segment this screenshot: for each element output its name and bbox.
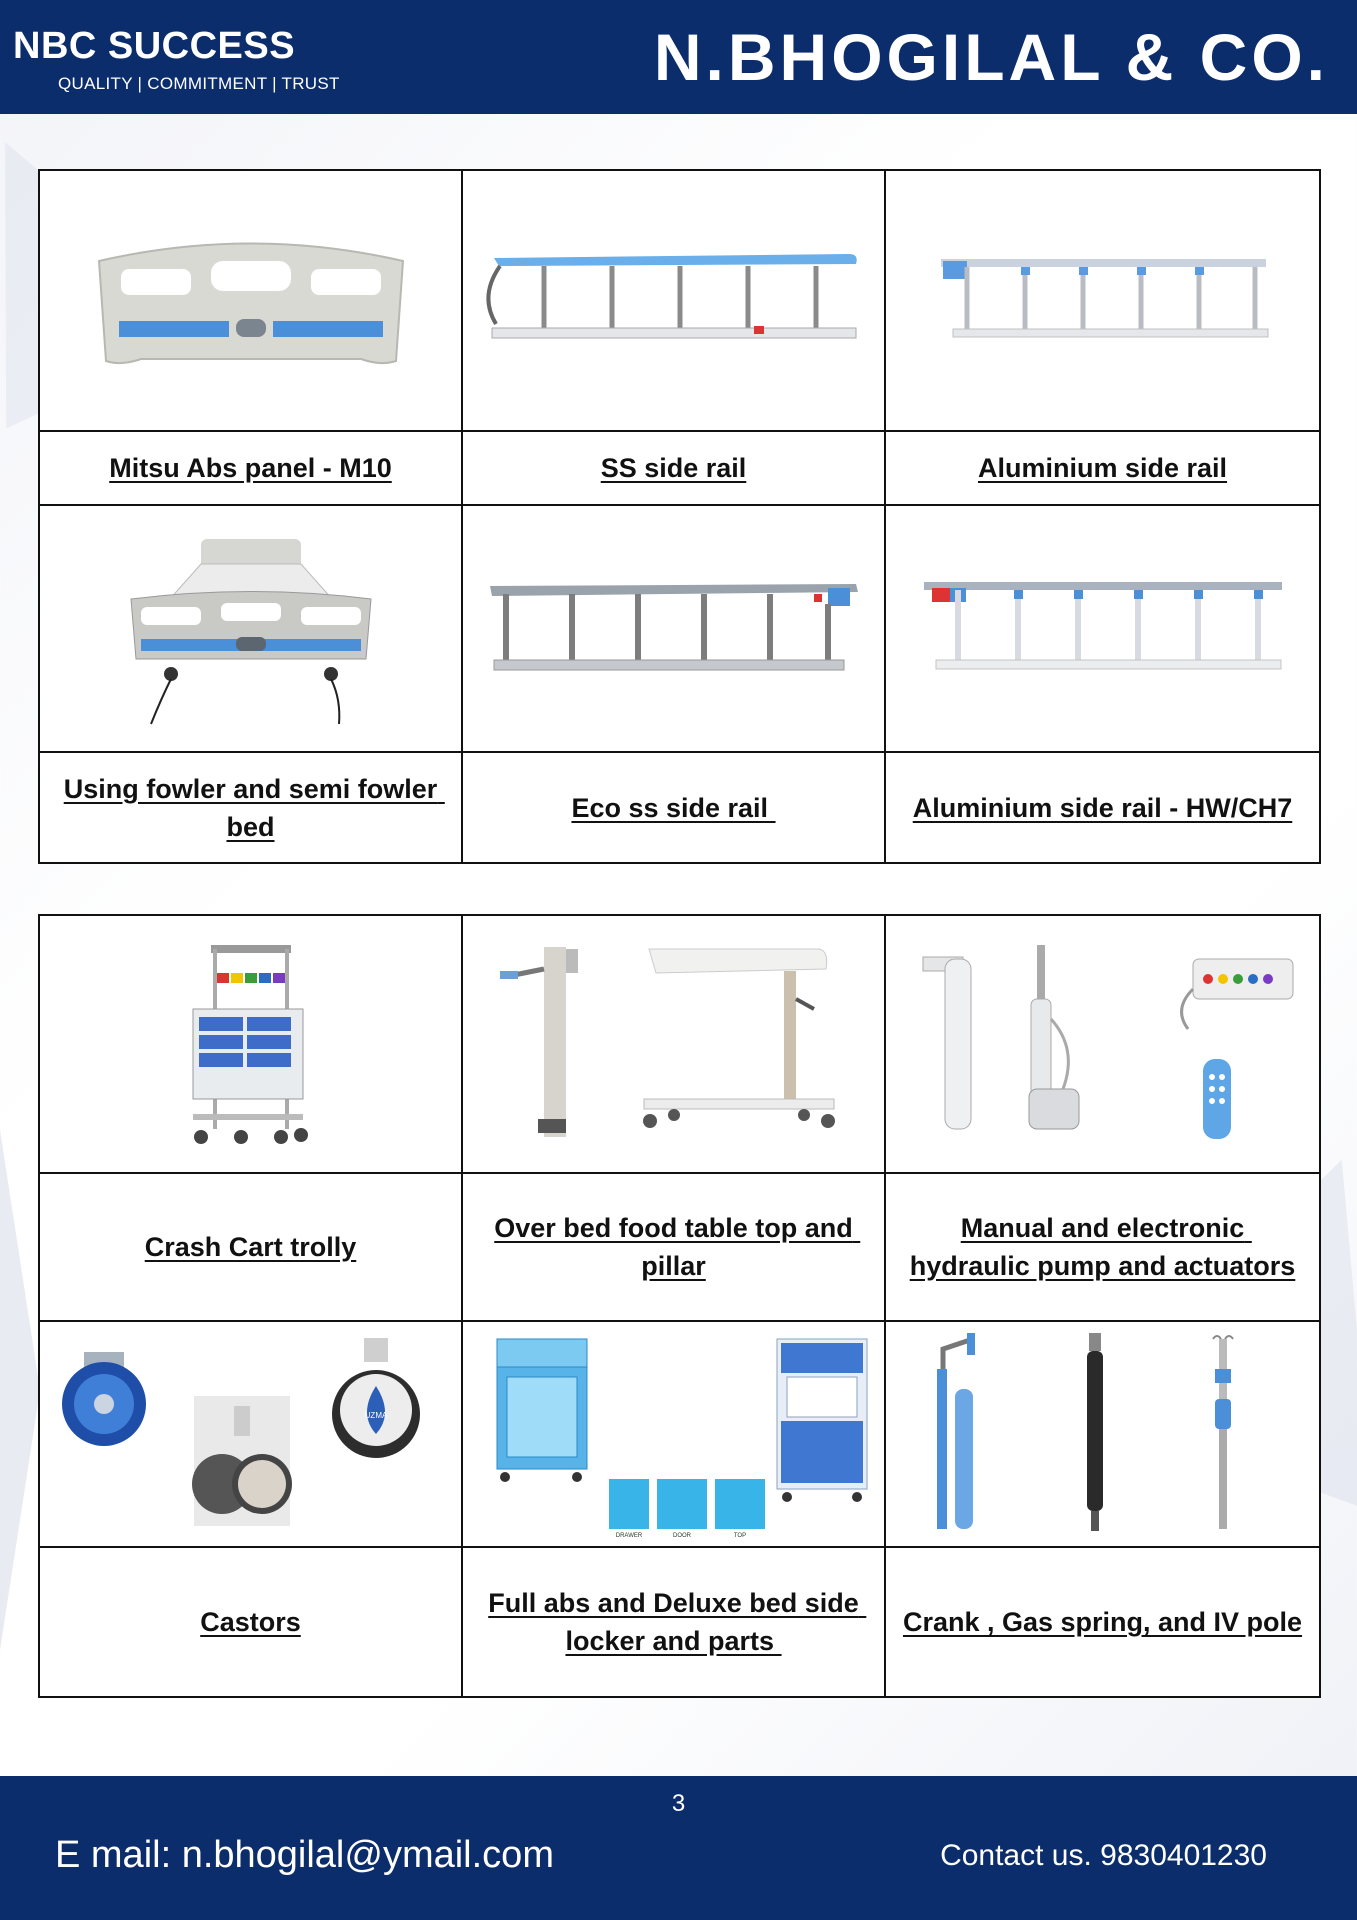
brand-name: NBC SUCCESS: [13, 25, 296, 67]
product-table-2: [38, 914, 1321, 1698]
product-caption: Manual and electronic hydraulic pump and actuators: [885, 1173, 1320, 1321]
castor-brand-label: UZMA: [364, 1411, 388, 1420]
product-image-over-bed-table: [462, 915, 885, 1173]
background-shape: [0, 1130, 40, 1650]
product-image-castors: [39, 1321, 462, 1547]
product-image-crash-cart: [39, 915, 462, 1173]
product-image-pump-actuators: [885, 915, 1320, 1173]
product-caption: SS side rail: [462, 431, 885, 505]
product-caption: Aluminium side rail - HW/CH7: [885, 752, 1320, 863]
page-header: [0, 0, 1357, 114]
product-caption: Crash Cart trolly: [39, 1173, 462, 1321]
page-number: 3: [671, 1790, 686, 1817]
product-caption: Castors: [39, 1547, 462, 1697]
phone-contact[interactable]: Contact us. 9830401230: [940, 1839, 1267, 1872]
locker-part-label: TOP: [733, 1533, 747, 1539]
brand-tagline: QUALITY | COMMITMENT | TRUST: [58, 74, 340, 93]
locker-part-label: DOOR: [673, 1533, 691, 1539]
product-caption: Eco ss side rail: [462, 752, 885, 863]
product-table-1: [38, 169, 1321, 864]
product-caption: Over bed food table top and pillar: [462, 1173, 885, 1321]
brand-block: [13, 24, 340, 94]
product-image-abs-panel: [39, 170, 462, 431]
page-footer: [0, 1776, 1357, 1920]
product-image-fowler-bed: [39, 505, 462, 752]
company-name: N.BHOGILAL & CO.: [653, 20, 1329, 94]
product-image-bedside-locker: [462, 1321, 885, 1547]
product-caption: Using fowler and semi fowler bed: [39, 752, 462, 863]
locker-part-label: DRAWER: [615, 1533, 643, 1539]
product-caption: Aluminium side rail: [885, 431, 1320, 505]
product-caption: Crank , Gas spring, and IV pole: [885, 1547, 1320, 1697]
product-caption: Mitsu Abs panel - M10: [39, 431, 462, 505]
product-image-eco-ss-side-rail: [462, 505, 885, 752]
product-caption: Full abs and Deluxe bed side locker and parts: [462, 1547, 885, 1697]
email-contact[interactable]: E mail: n.bhogilal@ymail.com: [55, 1834, 554, 1876]
product-image-ss-side-rail: [462, 170, 885, 431]
product-image-aluminium-side-rail: [885, 170, 1320, 431]
product-image-aluminium-side-rail-hw: [885, 505, 1320, 752]
product-image-crank-gas-spring-iv-pole: [885, 1321, 1320, 1547]
